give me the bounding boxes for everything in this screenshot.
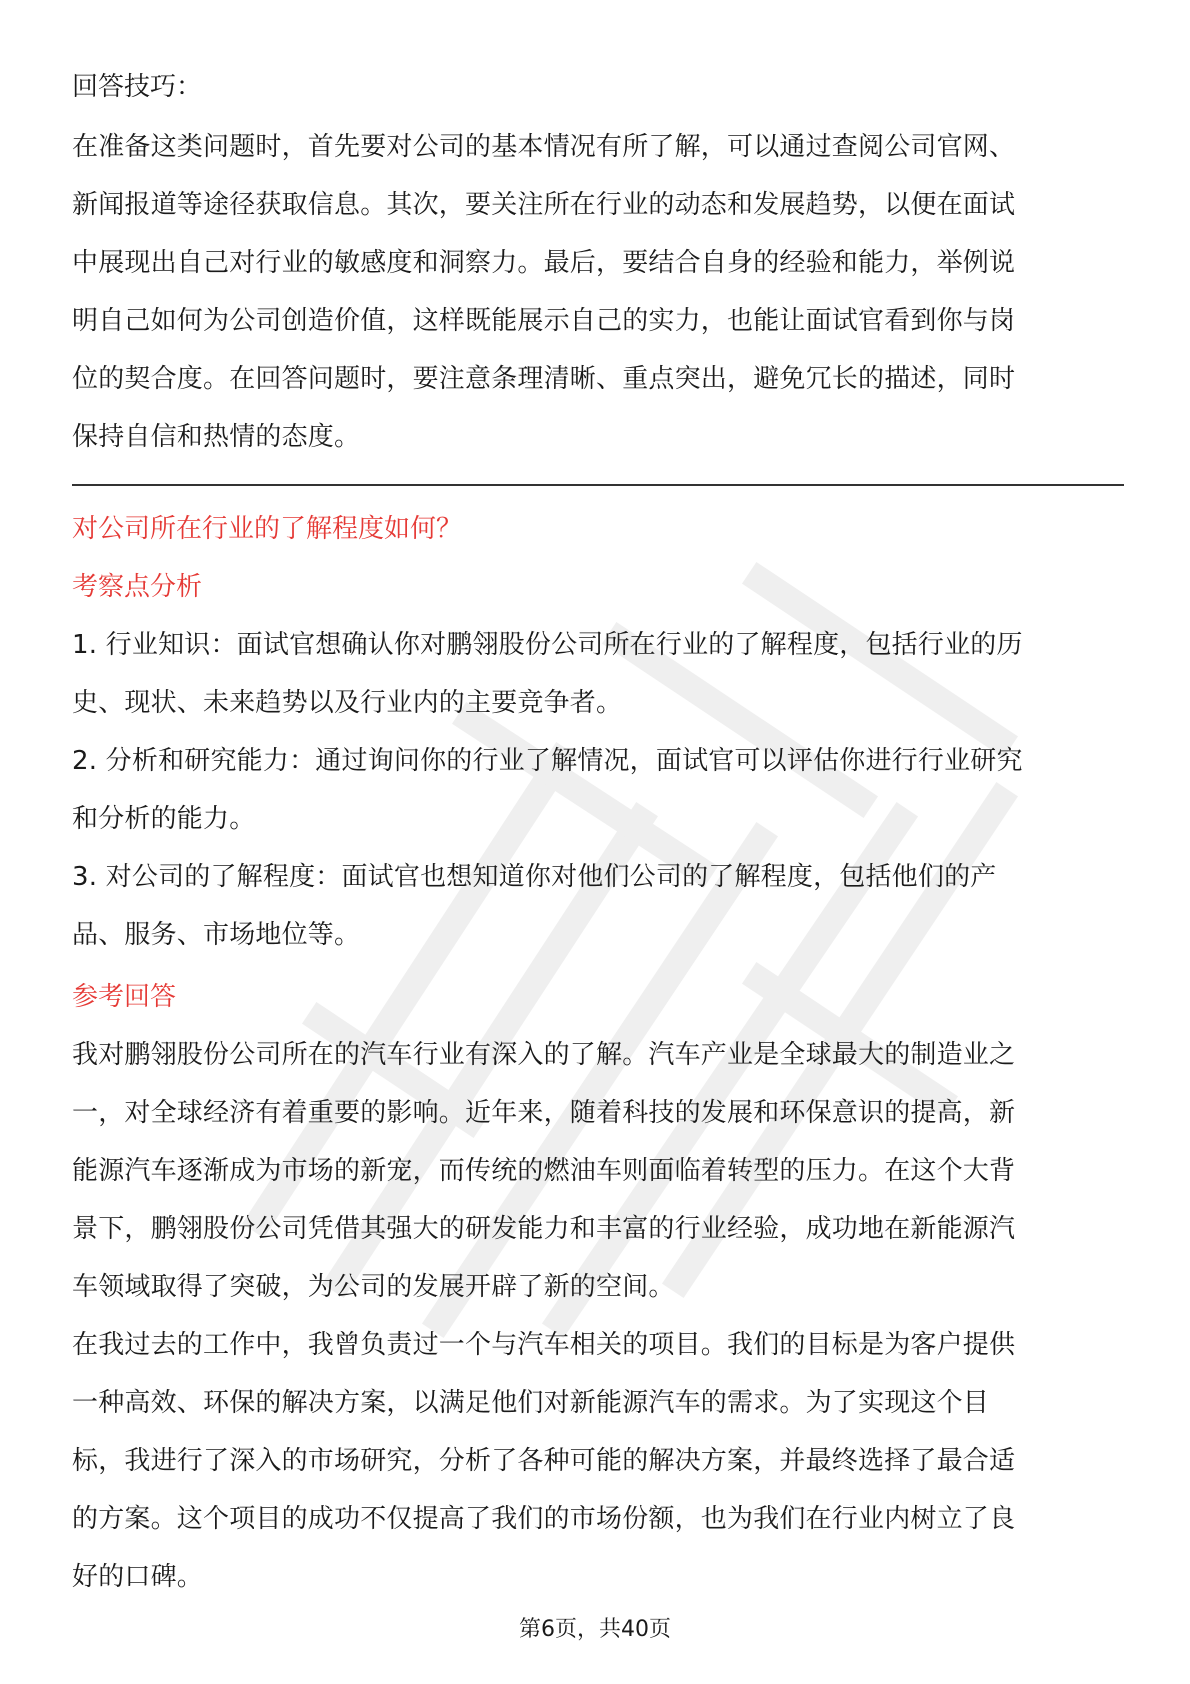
text-line: 1. 行业知识：面试官想确认你对鹏翎股份公司所在行业的了解程度，包括行业的历 (72, 630, 1023, 660)
text-line: 一，对全球经济有着重要的影响。近年来，随着科技的发展和环保意识的提高，新 (72, 1098, 1016, 1128)
text-line: 车领域取得了突破，为公司的发展开辟了新的空间。 (72, 1272, 675, 1302)
analysis-point (72, 616, 1124, 732)
text-line: 标，我进行了深入的市场研究，分析了各种可能的解决方案，并最终选择了最合适 (72, 1446, 1016, 1476)
text-line: 3. 对公司的了解程度：面试官也想知道你对他们公司的了解程度，包括他们的产 (72, 862, 997, 892)
section-divider (72, 484, 1124, 486)
answer-paragraph (72, 1026, 1124, 1316)
text-line: 位的契合度。在回答问题时，要注意条理清晰、重点突出，避免冗长的描述，同时 (72, 364, 1016, 394)
text-line: 新闻报道等途径获取信息。其次，要关注所在行业的动态和发展趋势，以便在面试 (72, 190, 1016, 220)
text-line: 我对鹏翎股份公司所在的汽车行业有深入的了解。汽车产业是全球最大的制造业之 (72, 1040, 1016, 1070)
answer-paragraph (72, 1316, 1124, 1606)
answer-heading: 参考回答 (72, 982, 177, 1012)
tips-label: 回答技巧： (72, 72, 203, 102)
text-line: 能源汽车逐渐成为市场的新宠，而传统的燃油车则面临着转型的压力。在这个大背 (72, 1156, 1016, 1186)
text-line: 中展现出自己对行业的敏感度和洞察力。最后，要结合自身的经验和能力，举例说 (72, 248, 1016, 278)
question-title: 对公司所在行业的了解程度如何？ (72, 514, 463, 544)
main-content (72, 64, 1124, 1606)
analysis-point (72, 732, 1124, 848)
tips-paragraph (72, 118, 1124, 466)
page-number: 第6页，共40页 (519, 1617, 671, 1642)
text-line: 和分析的能力。 (72, 804, 256, 834)
text-line: 2. 分析和研究能力：通过询问你的行业了解情况，面试官可以评估你进行行业研究 (72, 746, 1023, 776)
answer-tips-section (72, 64, 1124, 466)
text-line: 明自己如何为公司创造价值，这样既能展示自己的实力，也能让面试官看到你与岗 (72, 306, 1016, 336)
text-line: 景下，鹏翎股份公司凭借其强大的研发能力和丰富的行业经验，成功地在新能源汽 (72, 1214, 1016, 1244)
text-line: 好的口碑。 (72, 1562, 204, 1592)
text-line: 史、现状、未来趋势以及行业内的主要竞争者。 (72, 688, 623, 718)
text-line: 在我过去的工作中，我曾负责过一个与汽车相关的项目。我们的目标是为客户提供 (72, 1330, 1016, 1360)
text-line: 在准备这类问题时，首先要对公司的基本情况有所了解，可以通过查阅公司官网、 (72, 132, 1016, 162)
text-line: 品、服务、市场地位等。 (72, 920, 361, 950)
question-section (72, 500, 1124, 1606)
analysis-heading: 考察点分析 (72, 572, 203, 602)
analysis-point (72, 848, 1124, 964)
text-line: 一种高效、环保的解决方案，以满足他们对新能源汽车的需求。为了实现这个目 (72, 1388, 990, 1418)
text-line: 保持自信和热情的态度。 (72, 422, 361, 452)
text-line: 的方案。这个项目的成功不仅提高了我们的市场份额，也为我们在行业内树立了良 (72, 1504, 1016, 1534)
